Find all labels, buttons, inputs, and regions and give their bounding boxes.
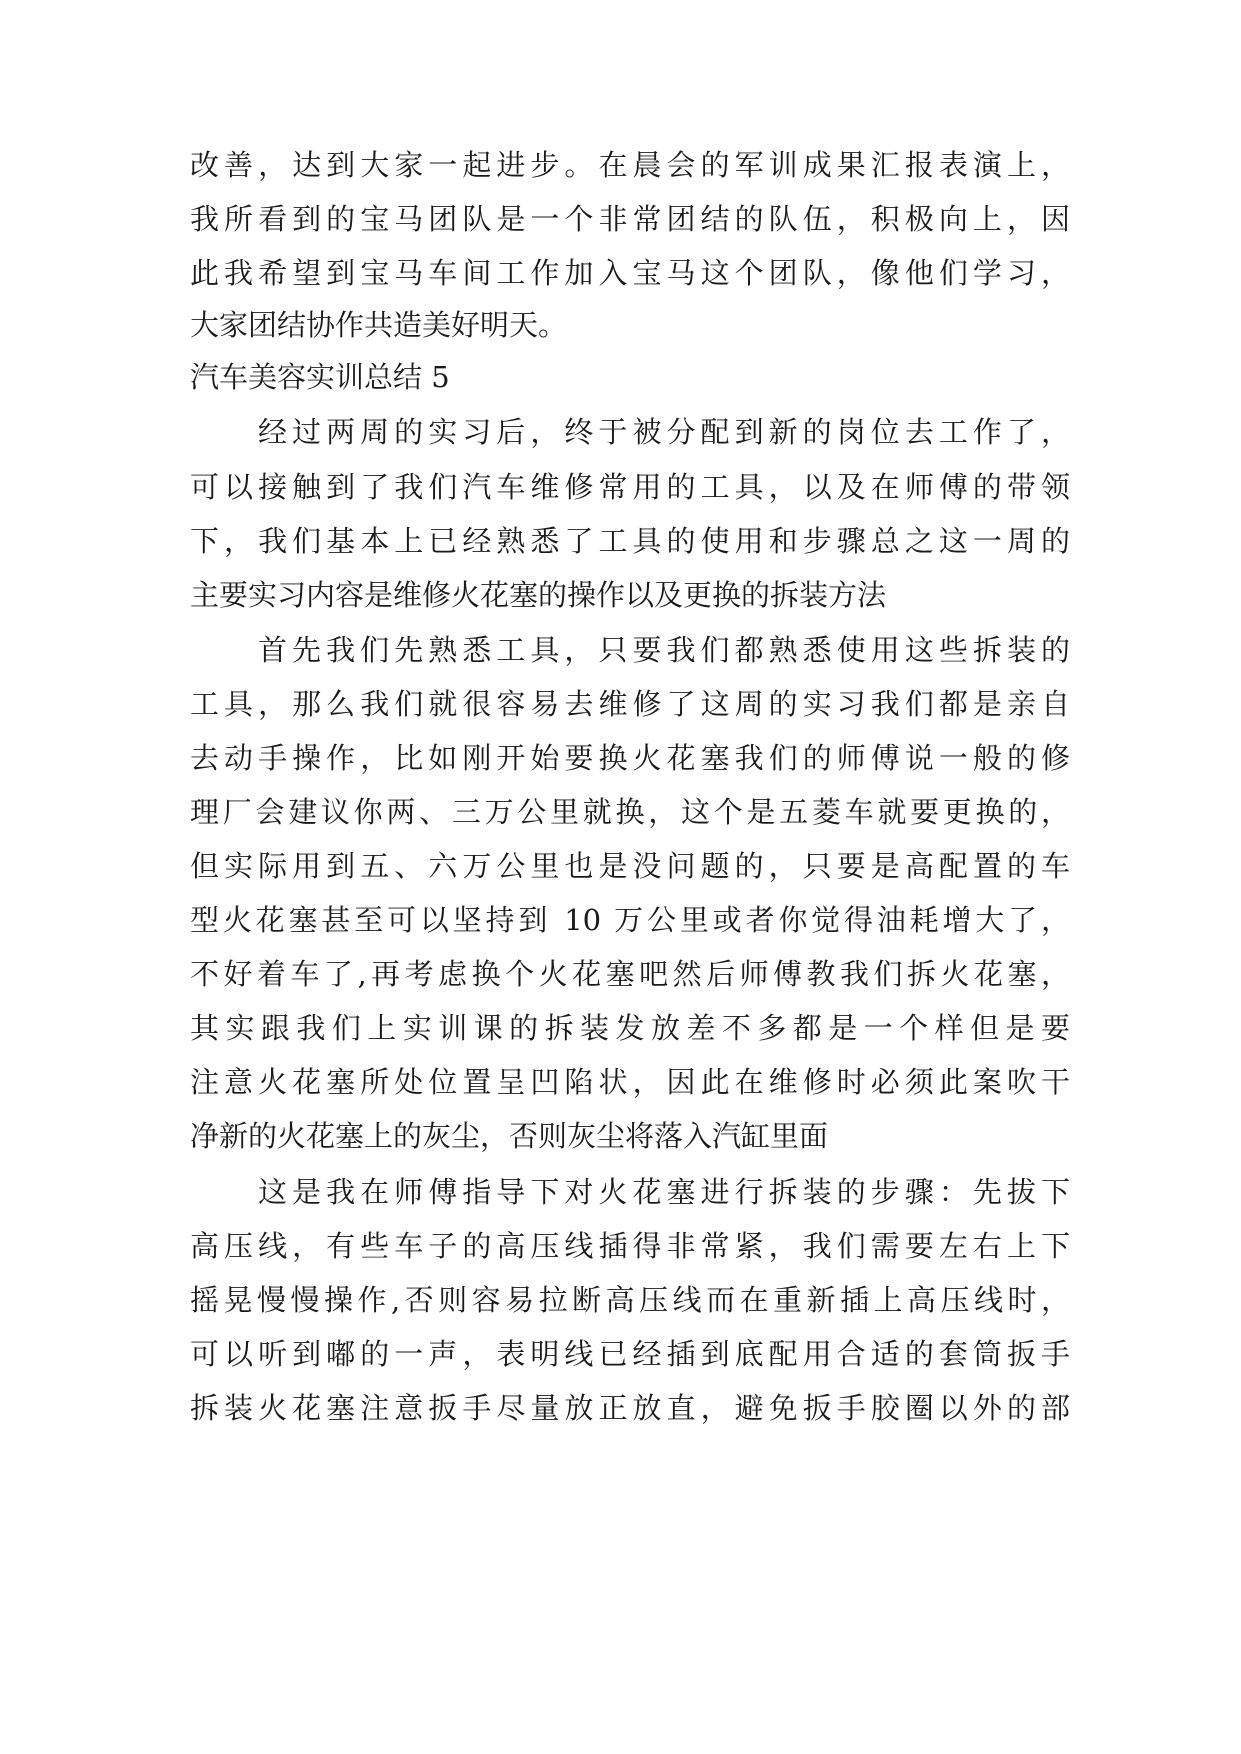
text-line: 型火花塞甚至可以坚持到 10 万公里或者你觉得油耗增大了， bbox=[190, 903, 1070, 937]
text-line: 净新的火花塞上的灰尘，否则灰尘将落入汽缸里面 bbox=[190, 1119, 829, 1153]
text-line: 可以接触到了我们汽车维修常用的工具，以及在师傅的带领 bbox=[190, 470, 1070, 504]
text-line: 注意火花塞所处位置呈凹陷状，因此在维修时必须此案吹干 bbox=[190, 1065, 1070, 1099]
text-line: 改善，达到大家一起进步。在晨会的军训成果汇报表演上， bbox=[190, 148, 1070, 182]
section-heading: 汽车美容实训总结 5 bbox=[190, 360, 450, 394]
text-line: 不好着车了,再考虑换个火花塞吧然后师傅教我们拆火花塞， bbox=[190, 957, 1070, 991]
text-line: 摇晃慢慢操作,否则容易拉断高压线而在重新插上高压线时， bbox=[190, 1283, 1070, 1317]
text-line: 但实际用到五、六万公里也是没问题的，只要是高配置的车 bbox=[190, 849, 1070, 883]
text-line: 我所看到的宝马团队是一个非常团结的队伍，积极向上，因 bbox=[190, 202, 1070, 236]
text-line: 理厂会建议你两、三万公里就换，这个是五菱车就要更换的， bbox=[190, 795, 1070, 829]
text-line: 首先我们先熟悉工具，只要我们都熟悉使用这些拆装的 bbox=[258, 633, 1070, 667]
text-line: 大家团结协作共造美好明天。 bbox=[190, 308, 568, 342]
text-line: 其实跟我们上实训课的拆装发放差不多都是一个样但是要 bbox=[190, 1011, 1070, 1045]
text-line: 下，我们基本上已经熟悉了工具的使用和步骤总之这一周的 bbox=[190, 524, 1070, 558]
text-line: 经过两周的实习后，终于被分配到新的岗位去工作了， bbox=[258, 415, 1070, 449]
text-line: 工具，那么我们就很容易去维修了这周的实习我们都是亲自 bbox=[190, 687, 1070, 721]
text-line: 这是我在师傅指导下对火花塞进行拆装的步骤：先拔下 bbox=[258, 1175, 1070, 1209]
text-line: 可以听到嘟的一声，表明线已经插到底配用合适的套筒扳手 bbox=[190, 1337, 1070, 1371]
text-line: 高压线，有些车子的高压线插得非常紧，我们需要左右上下 bbox=[190, 1229, 1070, 1263]
text-line: 此我希望到宝马车间工作加入宝马这个团队，像他们学习， bbox=[190, 256, 1070, 290]
text-line: 主要实习内容是维修火花塞的操作以及更换的拆装方法 bbox=[190, 578, 887, 612]
text-line: 去动手操作，比如刚开始要换火花塞我们的师傅说一般的修 bbox=[190, 741, 1070, 775]
text-line: 拆装火花塞注意扳手尽量放正放直，避免扳手胶圈以外的部 bbox=[190, 1391, 1070, 1425]
